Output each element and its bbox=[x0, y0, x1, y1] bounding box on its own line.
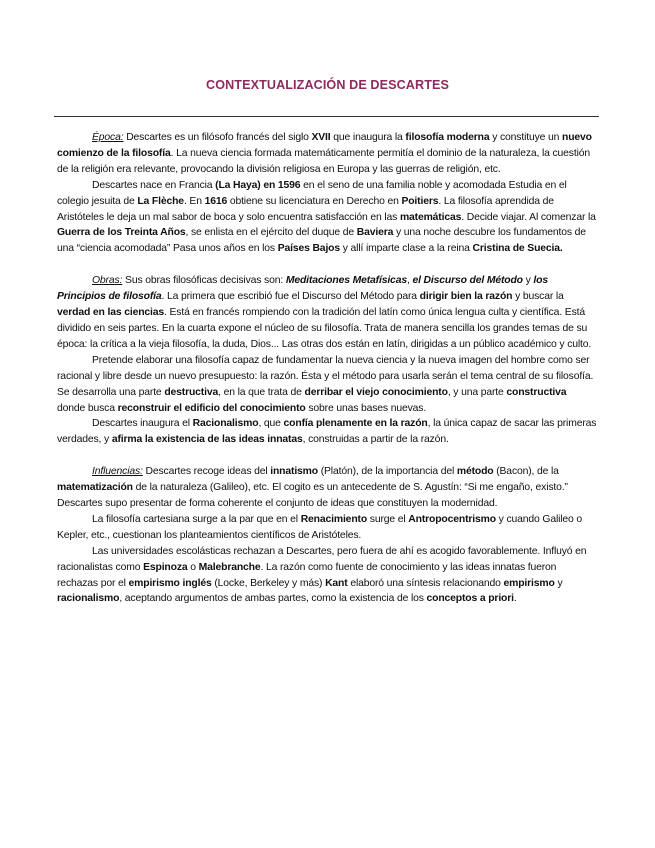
text-run: y cuando Galileo o Kepler, etc., cuestionan los planteamientos científicos de Aristóteles. bbox=[57, 513, 583, 541]
bold-text: Antropocentrismo bbox=[408, 513, 496, 525]
text-run: que inaugura la bbox=[330, 132, 406, 143]
bold-text: matematización bbox=[57, 482, 133, 494]
bold-text: Países Bajos bbox=[277, 243, 341, 255]
bold-text: destructiva bbox=[164, 386, 219, 398]
body-paragraph bbox=[57, 130, 597, 178]
text-run: . La nueva ciencia formada matemáticamente permitía el dominio de la naturaleza, la cuestión de la religión era relevante, provocando la división religiosa en Europa y las guerras de religión, etc. bbox=[57, 147, 590, 175]
body-paragraph bbox=[57, 178, 597, 258]
text-run: . La razón como fuente de conocimiento y las ideas innatas fueron rechazas por el bbox=[57, 561, 557, 589]
text-run: y allí imparte clase a la reina bbox=[340, 243, 473, 255]
text-run: . Decide viajar. Al comenzar la bbox=[461, 211, 596, 223]
text-run: . bbox=[513, 593, 517, 605]
body-paragraph bbox=[57, 416, 597, 448]
text-run: , y una parte bbox=[447, 386, 507, 398]
text-run: . La primera que escribió fue el Discurso del Método para bbox=[161, 291, 420, 303]
text-run: Descartes es un filósofo francés del siglo bbox=[123, 132, 312, 143]
text-run: (Locke, Berkeley y más) bbox=[211, 577, 326, 589]
document-title: CONTEXTUALIZACIÓN DE DESCARTES bbox=[206, 78, 449, 92]
text-run: , en la que trata de bbox=[218, 386, 305, 398]
bold-text: constructiva bbox=[506, 386, 567, 398]
text-run: surge el bbox=[367, 513, 409, 525]
text-run: Descartes recoge ideas del bbox=[142, 466, 271, 478]
body-paragraph bbox=[57, 544, 597, 608]
text-run: (Platón), de la importancia del bbox=[317, 466, 457, 478]
bold-text: confía plenamente en la razón bbox=[283, 418, 428, 430]
bold-text: empirismo inglés bbox=[128, 577, 212, 589]
section-heading: Influencias: bbox=[92, 466, 143, 478]
bold-text: La Flèche bbox=[137, 195, 184, 207]
text-run: . La filosofía aprendida de Aristóteles le deja un mal sabor de boca y solo encuentra satisfacción en las bbox=[57, 195, 554, 223]
body-paragraph bbox=[57, 273, 597, 353]
text-run: y buscar la bbox=[512, 291, 564, 303]
text-run: y constituye un bbox=[489, 132, 563, 143]
bold-text: Renacimiento bbox=[300, 513, 368, 525]
bold-text: Espinoza bbox=[143, 561, 188, 573]
bold-italic-title: el Discurso del Método bbox=[412, 275, 523, 287]
body-paragraph bbox=[57, 353, 597, 417]
text-run: Descartes inaugura el bbox=[92, 418, 193, 430]
text-run: , se enlista en el ejército del duque de bbox=[185, 227, 357, 239]
bold-text: Guerra de los Treinta Años bbox=[57, 227, 186, 239]
bold-text: reconstruir el edificio del conocimiento bbox=[117, 402, 306, 414]
paragraph-spacer bbox=[57, 257, 597, 273]
bold-text: racionalismo bbox=[57, 593, 120, 605]
text-run: , la única capaz de sacar las primeras verdades, y bbox=[57, 418, 597, 446]
text-run: , construidas a partir de la razón. bbox=[302, 434, 449, 446]
text-run: . Está en francés rompiendo con la tradición del latín como única lengua culta y científica. Está dividido en seis partes. En la cuarta expone el núcleo de su filosofía. Trata de manera sencilla los grandes temas de su época: la crítica a la vieja filosofía, la duda, Dios... Las otras dos están en latín, dirigidas a un público académico y culto. bbox=[57, 307, 592, 350]
bold-text: Cristina de Suecia. bbox=[472, 243, 563, 255]
text-run: y bbox=[554, 577, 563, 589]
body-paragraph bbox=[57, 512, 597, 544]
bold-text: dirigir bien la razón bbox=[419, 291, 513, 303]
bold-text: Malebranche bbox=[198, 561, 261, 573]
bold-text: innatismo bbox=[270, 466, 318, 478]
bold-text: verdad en las ciencias bbox=[57, 307, 165, 319]
bold-text: Baviera bbox=[356, 227, 394, 239]
bold-text: empirismo bbox=[503, 577, 555, 589]
text-run: , bbox=[406, 275, 413, 287]
bold-text: derribar el viejo conocimiento bbox=[304, 386, 448, 398]
bold-text: Poitiers bbox=[401, 195, 439, 207]
bold-text: matemáticas bbox=[399, 211, 462, 223]
text-run: . En bbox=[183, 195, 205, 207]
text-run: (Bacon), de la bbox=[493, 466, 559, 478]
text-run: Las universidades escolásticas rechazan a Descartes, pero fuera de ahí es acogido favorablemente. Influyó en racionalistas como bbox=[57, 545, 587, 573]
text-run: en el seno de una familia noble y acomodada Estudia en el colegio jesuita de bbox=[57, 179, 567, 207]
bold-text: Kant bbox=[325, 577, 348, 589]
text-run: y bbox=[522, 275, 534, 287]
text-run: de la naturaleza (Galileo), etc. El cogito es un antecedente de S. Agustín: “Si me engaño, existo.” Descartes supo presentar de forma coherente el conjunto de ideas que constituyen la modernidad. bbox=[57, 482, 568, 510]
text-run: Sus obras filosóficas decisivas son: bbox=[122, 275, 286, 287]
text-run: obtiene su licenciatura en Derecho en bbox=[227, 195, 402, 207]
section-heading: Época: bbox=[92, 132, 124, 143]
bold-text: 1616 bbox=[204, 195, 228, 207]
body-paragraph bbox=[57, 464, 597, 512]
document-body bbox=[57, 130, 597, 607]
bold-text: (La Haya) bbox=[215, 179, 261, 191]
text-run: elaboró una síntesis relacionando bbox=[347, 577, 504, 589]
bold-text: conceptos a priori bbox=[426, 593, 514, 605]
bold-text: en 1596 bbox=[263, 179, 301, 191]
bold-text: XVII bbox=[311, 132, 331, 143]
bold-italic-title: Meditaciones Metafísicas bbox=[285, 275, 407, 287]
section-heading: Obras: bbox=[92, 275, 123, 287]
text-run: La filosofía cartesiana surge a la par que en el bbox=[92, 513, 301, 525]
bold-text: nuevo comienzo de la filosofía bbox=[57, 132, 592, 159]
text-run: Descartes nace en Francia bbox=[92, 179, 216, 191]
bold-text: Racionalismo bbox=[192, 418, 259, 430]
text-run: , aceptando argumentos de ambas partes, como la existencia de los bbox=[119, 593, 427, 605]
bold-text: filosofía moderna bbox=[405, 132, 490, 143]
text-run: , que bbox=[258, 418, 284, 430]
bold-text: afirma la existencia de las ideas innatas bbox=[111, 434, 303, 446]
paragraph-spacer bbox=[57, 448, 597, 464]
text-run: y una noche descubre los fundamentos de una “ciencia acomodada” Pasa unos años en los bbox=[57, 227, 586, 255]
text-run: donde busca bbox=[57, 402, 118, 414]
bold-italic-title: los Principios de filosofía bbox=[57, 275, 548, 303]
text-run: o bbox=[187, 561, 199, 573]
text-run: sobre unas bases nuevas. bbox=[305, 402, 427, 414]
title-divider bbox=[54, 116, 599, 117]
bold-text: método bbox=[456, 466, 494, 478]
text-run: Pretende elaborar una filosofía capaz de fundamentar la nueva ciencia y la nueva imagen del hombre como ser racional y libre desde un nuevo presupuesto: la razón. Ésta y el método para usarla serán el tema central de su filosofía. Se desarrolla una parte bbox=[57, 354, 594, 398]
